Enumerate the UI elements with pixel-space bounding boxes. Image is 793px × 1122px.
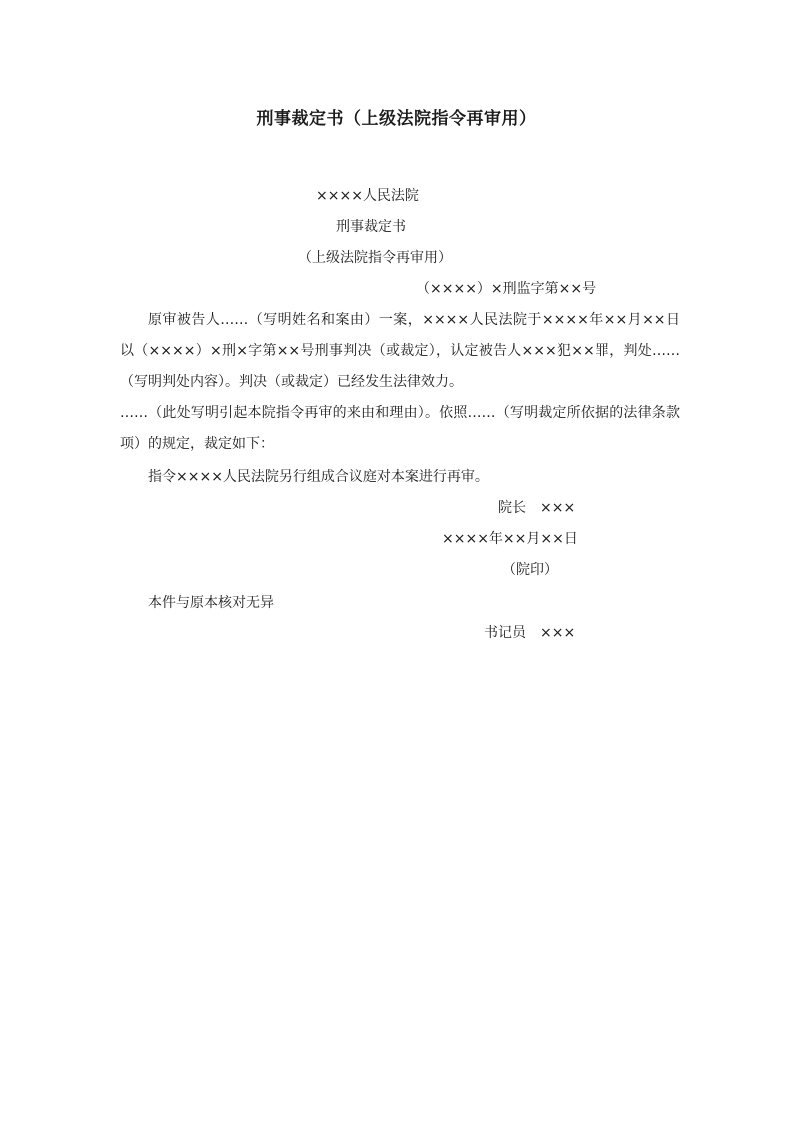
case-background-paragraph: 原审被告人……（写明姓名和案由）一案，××××人民法院于××××年××月××日以（××××）×刑×字第××号刑事判决（或裁定），认定被告人×××犯××罪，判处……（写明判处内容）。判决（或裁定）已经发生法律效力。 bbox=[120, 312, 680, 390]
verification-note: 本件与原本核对无异 bbox=[148, 595, 274, 611]
case-number: （××××）×刑监字第××号 bbox=[416, 281, 597, 297]
ruling-date: ××××年××月××日 bbox=[442, 531, 578, 547]
court-seal: （院印） bbox=[502, 562, 558, 578]
document-subtitle: （上级法院指令再审用） bbox=[298, 250, 452, 266]
reason-paragraph: ……（此处写明引起本院指令再审的来由和理由）。依照……（写明裁定所依据的法律条款项）的规定，裁定如下： bbox=[120, 405, 680, 452]
president-signature: 院长 ××× bbox=[498, 500, 576, 516]
document-title: 刑事裁定书（上级法院指令再审用） bbox=[256, 109, 537, 129]
ruling-text: 指令××××人民法院另行组成合议庭对本案进行再审。 bbox=[148, 469, 489, 485]
court-name: ××××人民法院 bbox=[316, 188, 419, 204]
clerk-signature: 书记员 ××× bbox=[484, 625, 576, 641]
document-type: 刑事裁定书 bbox=[336, 219, 406, 235]
